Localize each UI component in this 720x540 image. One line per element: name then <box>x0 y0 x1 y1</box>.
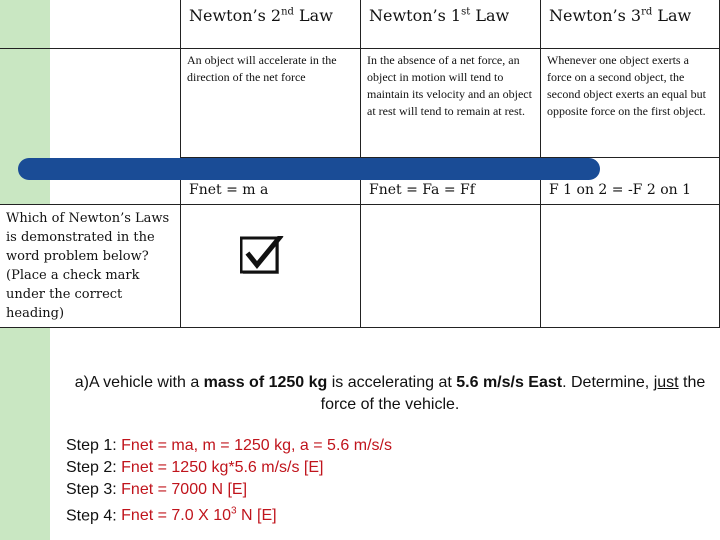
blue-divider-bar <box>18 158 600 180</box>
answer-cell-newton-3rd[interactable] <box>540 205 720 327</box>
grid-line <box>0 204 180 205</box>
step-1: Step 1: Fnet = ma, m = 1250 kg, a = 5.6 m/s/s <box>66 437 392 454</box>
mass-value: mass of 1250 kg <box>203 374 328 391</box>
grid-line <box>180 204 720 205</box>
acceleration-value: 5.6 m/s/s East <box>456 374 563 391</box>
desc-newton-1st: In the absence of a net force, an object in motion will tend to maintain its velocity and an object at rest will tend to remain at rest. <box>360 49 540 157</box>
header-newton-3rd: Newton’s 3rd Law <box>540 0 720 48</box>
check-mark-icon <box>240 236 284 276</box>
step-4: Step 4: Fnet = 7.0 X $10^3$ N [E] <box>66 506 277 525</box>
desc-newton-2nd: An object will accelerate in the direction of the net force <box>180 49 360 157</box>
grid-line <box>180 48 720 49</box>
grid-line <box>0 327 720 328</box>
formula-newton-3rd: F 1 on 2 = -F 2 on 1 <box>540 180 720 204</box>
formula-newton-2nd: Fnet = m a <box>180 180 360 204</box>
step-2: Step 2: Fnet = 1250 kg*5.6 m/s/s [E] <box>66 459 324 476</box>
header-newton-2nd: Newton’s 2nd Law <box>180 0 360 48</box>
step-3: Step 3: Fnet = 7000 N [E] <box>66 481 248 498</box>
word-problem: a)A vehicle with a mass of 1250 kg is accelerating at 5.6 m/s/s East. Determine, just the force of the vehicle. <box>74 374 706 413</box>
top-left-rule <box>0 48 180 49</box>
desc-newton-3rd: Whenever one object exerts a force on a second object, the second object exerts an equal but opposite force on the first object. <box>540 49 720 157</box>
grid-line <box>180 157 720 158</box>
answer-cell-newton-1st[interactable] <box>360 205 540 327</box>
formula-newton-1st: Fnet = Fa = Ff <box>360 180 540 204</box>
header-newton-1st: Newton’s 1st Law <box>360 0 540 48</box>
check-question: Which of Newton’s Laws is demonstrated in the word problem below? (Place a check mark under the correct heading) <box>6 211 170 321</box>
solution-steps <box>66 435 392 527</box>
